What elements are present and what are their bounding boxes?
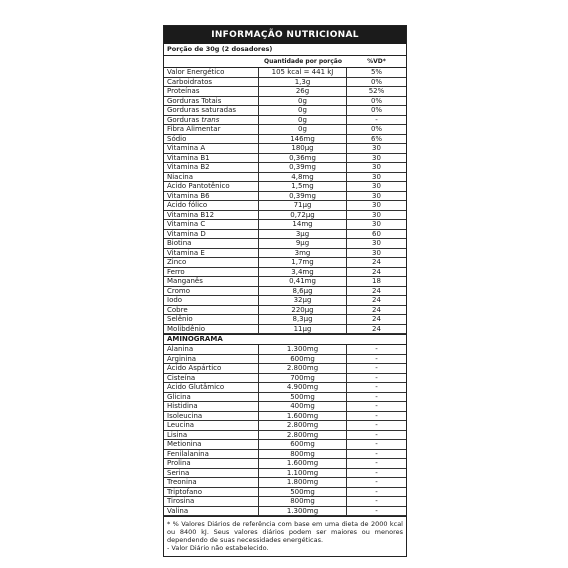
nutrient-row — [164, 325, 406, 335]
column-header — [164, 56, 406, 68]
nutrient-quantity: 1.600mg — [259, 459, 347, 468]
nutrient-quantity: 0g — [259, 125, 347, 134]
nutrient-quantity: 105 kcal = 441 kJ — [259, 68, 347, 77]
nutrient-daily-value: 24 — [372, 286, 381, 295]
nutrient-daily-value: 30 — [372, 144, 381, 152]
nutrient-row — [164, 277, 406, 287]
nutrient-name: Vitamina B12 — [164, 211, 259, 220]
nutrient-name: Lisina — [164, 431, 259, 440]
nutrient-row — [164, 296, 406, 306]
nutrient-row — [164, 249, 406, 259]
nutrient-daily-value: 52% — [368, 87, 385, 95]
nutrient-name: Triptofano — [164, 488, 259, 497]
nutrient-row — [164, 125, 406, 135]
nutrient-quantity: 0g — [259, 116, 347, 125]
nutrient-row — [164, 87, 406, 97]
nutrient-row — [164, 78, 406, 88]
nutrient-row — [164, 163, 406, 173]
amino-row — [164, 393, 406, 403]
nutrient-daily-value: - — [375, 345, 378, 353]
nutrient-daily-value: - — [375, 364, 378, 372]
nutrient-quantity: 0g — [259, 97, 347, 106]
portion-size: Porção de 30g (2 dosadores) — [164, 44, 406, 56]
nutrient-row — [164, 173, 406, 183]
amino-row — [164, 488, 406, 498]
aminogram-list — [164, 345, 406, 516]
nutrient-daily-value: 30 — [372, 163, 381, 171]
nutrient-row — [164, 315, 406, 325]
nutrient-name: Gorduras trans — [164, 116, 259, 125]
nutrient-name: Proteínas — [164, 87, 259, 96]
nutrient-quantity: 800mg — [259, 497, 347, 506]
nutrient-daily-value: 30 — [372, 191, 381, 200]
amino-row — [164, 507, 406, 517]
nutrient-daily-value: 0% — [370, 106, 383, 114]
nutrient-row — [164, 268, 406, 278]
nutrient-name: Vitamina E — [164, 249, 259, 258]
nutrient-daily-value: 6% — [370, 134, 383, 143]
amino-row — [164, 374, 406, 384]
nutrient-row — [164, 116, 406, 126]
nutrient-name: Manganês — [164, 277, 259, 286]
amino-row — [164, 345, 406, 355]
nutrient-name: Cromo — [164, 287, 259, 296]
nutrient-daily-value: - — [375, 402, 378, 410]
nutrient-daily-value: 0% — [370, 125, 383, 133]
nutrient-daily-value: 24 — [372, 305, 381, 314]
nutrient-quantity: 180µg — [259, 144, 347, 153]
amino-row — [164, 412, 406, 422]
nutrient-name: Iodo — [164, 296, 259, 305]
nutrient-quantity: 220µg — [259, 306, 347, 315]
nutrient-quantity: 1.800mg — [259, 478, 347, 487]
nutrient-name: Ácido fólico — [164, 201, 259, 210]
footnote-daily-values: * % Valores Diários de referência com base em uma dieta de 2000 kcal ou 8400 kJ. Seus valores diários podem ser maiores ou menores dependendo de suas necessidades energéticas. — [167, 520, 403, 544]
nutrient-daily-value: 18 — [372, 277, 381, 285]
nutrient-name: Cisteína — [164, 374, 259, 383]
nutrient-name: Fibra Alimentar — [164, 125, 259, 134]
nutrient-row — [164, 144, 406, 154]
nutrient-row — [164, 154, 406, 164]
nutrient-row — [164, 97, 406, 107]
nutrient-daily-value: - — [375, 354, 378, 363]
aminogram-heading: AMINOGRAMA — [164, 334, 406, 345]
nutrient-name: Prolina — [164, 459, 259, 468]
nutrient-name: Biotina — [164, 239, 259, 248]
amino-row — [164, 450, 406, 460]
nutrient-name: Gorduras Totais — [164, 97, 259, 106]
nutrient-daily-value: - — [375, 383, 378, 391]
nutrient-row — [164, 211, 406, 221]
nutrient-name: Selênio — [164, 315, 259, 324]
nutrient-name: Vitamina B2 — [164, 163, 259, 172]
column-quantity: Quantidade por porção — [264, 58, 342, 65]
nutrient-name: Histidina — [164, 402, 259, 411]
nutrient-name: Ácido Pantotênico — [164, 182, 259, 191]
nutrient-daily-value: 30 — [372, 172, 381, 181]
nutrient-daily-value: - — [375, 421, 378, 429]
amino-row — [164, 459, 406, 469]
nutrient-name: Vitamina C — [164, 220, 259, 229]
nutrient-quantity: 0,39mg — [259, 192, 347, 201]
nutrient-daily-value: 24 — [372, 258, 381, 266]
nutrient-name: Ácido Aspártico — [164, 364, 259, 373]
amino-row — [164, 421, 406, 431]
nutrient-quantity: 11µg — [259, 325, 347, 334]
nutrient-row — [164, 68, 406, 78]
nutrient-daily-value: 24 — [372, 315, 381, 323]
nutrient-name: Niacina — [164, 173, 259, 182]
amino-row — [164, 402, 406, 412]
footnotes — [164, 516, 406, 556]
nutrient-row — [164, 182, 406, 192]
nutrient-quantity: 0,36mg — [259, 154, 347, 163]
nutrient-quantity: 600mg — [259, 355, 347, 364]
nutrient-name: Vitamina B1 — [164, 154, 259, 163]
nutrient-quantity: 0g — [259, 106, 347, 115]
nutrient-name: Alanina — [164, 345, 259, 354]
nutrient-daily-value: - — [375, 506, 378, 515]
nutrient-name: Isoleucina — [164, 412, 259, 421]
nutrient-daily-value: - — [375, 449, 378, 458]
nutrient-name: Arginina — [164, 355, 259, 364]
nutrient-daily-value: - — [375, 459, 378, 467]
nutrient-row — [164, 106, 406, 116]
nutrient-daily-value: 30 — [372, 201, 381, 209]
amino-row — [164, 364, 406, 374]
nutrient-name: Vitamina D — [164, 230, 259, 239]
nutrient-quantity: 26g — [259, 87, 347, 96]
nutrient-quantity: 14mg — [259, 220, 347, 229]
nutrient-daily-value: 24 — [372, 324, 381, 333]
nutrient-quantity: 2.800mg — [259, 431, 347, 440]
nutrient-quantity: 800mg — [259, 450, 347, 459]
amino-row — [164, 383, 406, 393]
nutrient-quantity: 4.900mg — [259, 383, 347, 392]
nutrient-row — [164, 201, 406, 211]
nutrient-daily-value: - — [375, 115, 378, 124]
nutrient-name: Ácido Glutâmico — [164, 383, 259, 392]
nutrient-name: Valor Energético — [164, 68, 259, 77]
nutrient-name: Gorduras saturadas — [164, 106, 259, 115]
nutrient-quantity: 600mg — [259, 440, 347, 449]
nutrient-daily-value: 60 — [372, 229, 381, 238]
nutrient-quantity: 2.800mg — [259, 364, 347, 373]
nutrient-daily-value: 5% — [370, 68, 383, 76]
nutrient-daily-value: 30 — [372, 182, 381, 190]
nutrient-list — [164, 68, 406, 334]
nutrient-daily-value: - — [375, 392, 378, 401]
nutrient-name: Vitamina A — [164, 144, 259, 153]
nutrient-quantity: 4,8mg — [259, 173, 347, 182]
nutrient-quantity: 9µg — [259, 239, 347, 248]
nutrient-name: Molibdênio — [164, 325, 259, 334]
amino-row — [164, 469, 406, 479]
nutrient-quantity: 8,3µg — [259, 315, 347, 324]
nutrient-daily-value: - — [375, 487, 378, 496]
nutrient-quantity: 1,3g — [259, 78, 347, 87]
nutrient-daily-value: - — [375, 373, 378, 382]
amino-row — [164, 431, 406, 441]
nutrient-quantity: 3mg — [259, 249, 347, 258]
nutrient-daily-value: 30 — [372, 239, 381, 247]
nutrient-name: Cobre — [164, 306, 259, 315]
nutrient-quantity: 2.800mg — [259, 421, 347, 430]
nutrient-quantity: 1.300mg — [259, 345, 347, 354]
nutrient-quantity: 71µg — [259, 201, 347, 210]
nutrient-daily-value: - — [375, 430, 378, 439]
nutrient-quantity: 8,6µg — [259, 287, 347, 296]
nutrient-name: Carboidratos — [164, 78, 259, 87]
nutrient-quantity: 1.600mg — [259, 412, 347, 421]
nutrient-name: Leucina — [164, 421, 259, 430]
nutrient-quantity: 32µg — [259, 296, 347, 305]
nutrient-quantity: 146mg — [259, 135, 347, 144]
amino-row — [164, 478, 406, 488]
nutrient-quantity: 1.100mg — [259, 469, 347, 478]
nutrient-daily-value: - — [375, 478, 378, 486]
nutrient-row — [164, 306, 406, 316]
amino-row — [164, 440, 406, 450]
nutrient-quantity: 1,5mg — [259, 182, 347, 191]
nutrient-daily-value: 30 — [372, 153, 381, 162]
nutrient-row — [164, 220, 406, 230]
nutrient-daily-value: - — [375, 411, 378, 420]
nutrient-daily-value: 0% — [370, 77, 383, 86]
nutrient-quantity: 500mg — [259, 488, 347, 497]
nutrient-quantity: 1,7mg — [259, 258, 347, 267]
nutrient-row — [164, 258, 406, 268]
nutrient-daily-value: - — [375, 440, 378, 448]
nutrient-quantity: 0,41mg — [259, 277, 347, 286]
nutrient-daily-value: 30 — [372, 220, 381, 228]
column-daily-value: %VD* — [367, 58, 386, 65]
nutrient-name: Serina — [164, 469, 259, 478]
nutrient-quantity: 700mg — [259, 374, 347, 383]
nutrient-row — [164, 230, 406, 240]
amino-row — [164, 355, 406, 365]
nutrient-daily-value: 24 — [372, 296, 381, 304]
nutrient-name: Valina — [164, 507, 259, 516]
nutrient-name: Glicina — [164, 393, 259, 402]
nutrient-daily-value: 24 — [372, 267, 381, 276]
nutrient-name: Ferro — [164, 268, 259, 277]
nutrient-row — [164, 239, 406, 249]
nutrient-row — [164, 287, 406, 297]
nutrient-quantity: 0,72µg — [259, 211, 347, 220]
nutrient-row — [164, 135, 406, 145]
nutrient-quantity: 400mg — [259, 402, 347, 411]
nutrient-name: Zinco — [164, 258, 259, 267]
nutrient-daily-value: - — [375, 497, 378, 505]
nutrient-name: Tirosina — [164, 497, 259, 506]
nutrient-quantity: 3,4mg — [259, 268, 347, 277]
nutrient-name: Vitamina B6 — [164, 192, 259, 201]
nutrient-row — [164, 192, 406, 202]
panel-title: INFORMAÇÃO NUTRICIONAL — [164, 26, 406, 44]
footnote-not-established: - Valor Diário não estabelecido. — [167, 544, 269, 552]
nutrient-quantity: 3µg — [259, 230, 347, 239]
nutrient-daily-value: 0% — [370, 96, 383, 105]
nutrient-daily-value: - — [375, 468, 378, 477]
nutrient-name: Fenilalanina — [164, 450, 259, 459]
nutrition-facts-panel — [163, 25, 407, 557]
nutrient-quantity: 500mg — [259, 393, 347, 402]
amino-row — [164, 497, 406, 507]
nutrient-quantity: 1.300mg — [259, 507, 347, 516]
nutrient-quantity: 0,39mg — [259, 163, 347, 172]
nutrient-daily-value: 30 — [372, 210, 381, 219]
nutrient-name: Metionina — [164, 440, 259, 449]
nutrient-name: Treonina — [164, 478, 259, 487]
nutrient-daily-value: 30 — [372, 248, 381, 257]
nutrient-name: Sódio — [164, 135, 259, 144]
